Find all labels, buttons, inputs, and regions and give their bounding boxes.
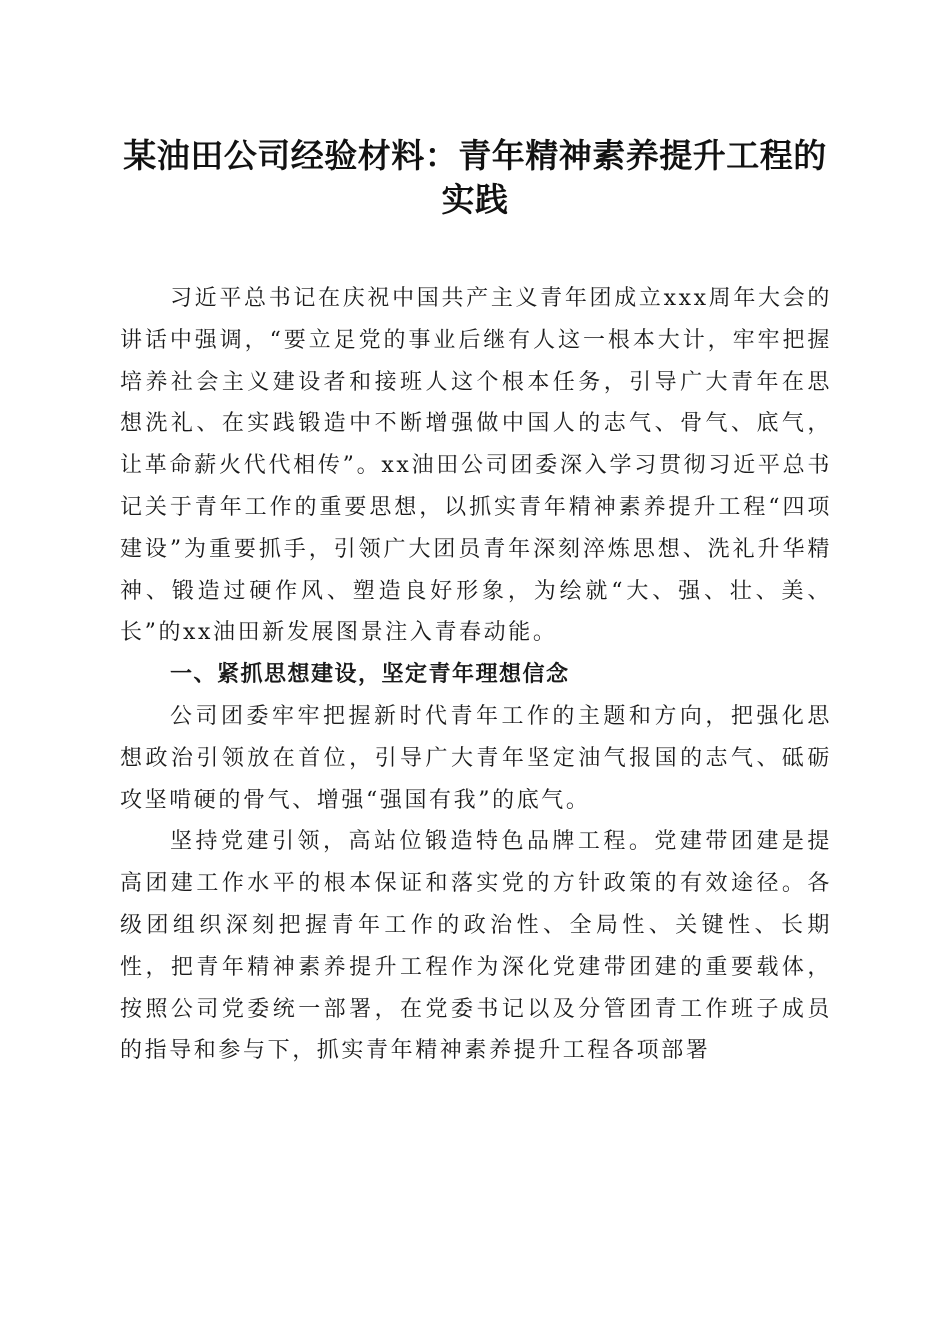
document-body [120, 278, 832, 1072]
section-paragraph: 坚持党建引领，高站位锻造特色品牌工程。党建带团建是提高团建工作水平的根本保证和落实党的方针政策的有效途径。各级团组织深刻把握青年工作的政治性、全局性、关键性、长期性，把青年精神素养提升工程作为深化党建带团建的重要载体，按照公司党委统一部署，在党委书记以及分管团青工作班子成员的指导和参与下，抓实青年精神素养提升工程各项部署 [120, 829, 832, 1064]
section-paragraph: 公司团委牢牢把握新时代青年工作的主题和方向，把强化思想政治引领放在首位，引导广大青年坚定油气报国的志气、砥砺攻坚啃硬的骨气、增强“强国有我”的底气。 [120, 703, 832, 813]
section-heading: 一、紧抓思想建设，坚定青年理想信念 [170, 662, 570, 688]
document-title: 某油田公司经验材料：青年精神素养提升工程的实践 [123, 136, 827, 219]
intro-paragraph: 习近平总书记在庆祝中国共产主义青年团成立xxx周年大会的讲话中强调，“要立足党的事业后继有人这一根本大计，牢牢把握培养社会主义建设者和接班人这个根本任务，引导广大青年在思想洗礼、在实践锻造中不断增强做中国人的志气、骨气、底气，让革命薪火代代相传”。xx油田公司团委深入学习贯彻习近平总书记关于青年工作的重要思想，以抓实青年精神素养提升工程“四项建设”为重要抓手，引领广大团员青年深刻淬炼思想、洗礼升华精神、锻造过硬作风、塑造良好形象，为绘就“大、强、壮、美、长”的xx油田新发展图景注入青春动能。 [120, 286, 832, 646]
